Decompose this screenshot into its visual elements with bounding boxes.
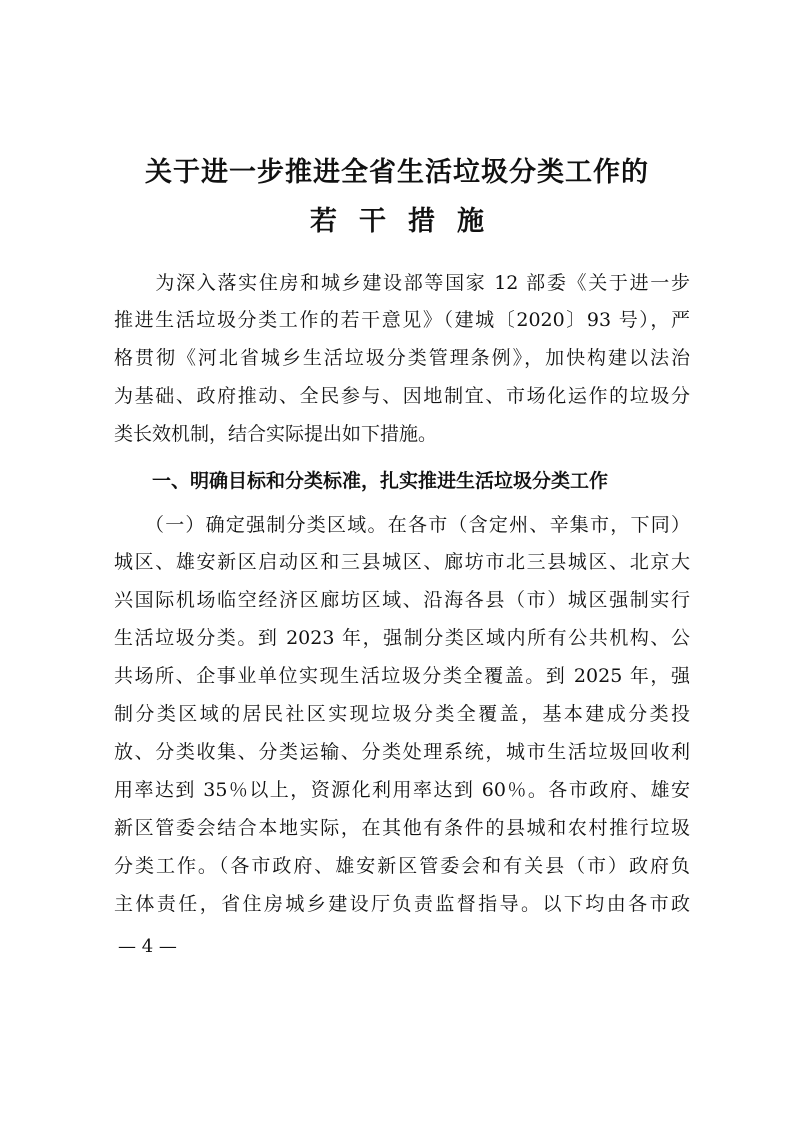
paragraph-line: 分类工作。（各市政府、雄安新区管委会和有关县（市）政府负 <box>114 855 690 877</box>
page-number: — 4 — <box>118 936 177 957</box>
document-title-line-1: 关于进一步推进全省生活垃圾分类工作的 <box>145 157 649 188</box>
paragraph-line: 用率达到 35％以上，资源化利用率达到 60％。各市政府、雄安 <box>114 779 690 801</box>
paragraph-line: 为深入落实住房和城乡建设部等国家 12 部委《关于进一步 <box>114 272 690 294</box>
paragraph-line: 生活垃圾分类。到 2023 年，强制分类区域内所有公共机构、公 <box>114 627 690 649</box>
paragraph-line: 城区、雄安新区启动区和三县城区、廊坊市北三县城区、北京大 <box>114 551 690 573</box>
paragraph-line: 放、分类收集、分类运输、分类处理系统，城市生活垃圾回收利 <box>114 741 690 763</box>
item-first-line <box>114 508 690 542</box>
section-heading: 一、明确目标和分类标准，扎实推进生活垃圾分类工作 <box>114 470 609 492</box>
item-text: 在各市（含定州、辛集市，下同） <box>387 514 690 536</box>
paragraph-line: 格贯彻《河北省城乡生活垃圾分类管理条例》，加快构建以法治 <box>114 347 690 369</box>
paragraph-line: 兴国际机场临空经济区廊坊区域、沿海各县（市）城区强制实行 <box>114 589 690 611</box>
paragraph-line: 共场所、企事业单位实现生活垃圾分类全覆盖。到 2025 年，强 <box>114 665 690 687</box>
paragraph-line: 制分类区域的居民社区实现垃圾分类全覆盖，基本建成分类投 <box>114 703 690 725</box>
item-label: （一） <box>114 514 206 536</box>
document-title-line-2: 若干措施 <box>310 206 506 237</box>
paragraph-line: 主体责任，省住房城乡建设厅负责监督指导。以下均由各市政 <box>114 893 690 915</box>
item-title: 确定强制分类区域。 <box>205 514 388 536</box>
paragraph-line: 为基础、政府推动、全民参与、因地制宜、市场化运作的垃圾分 <box>114 385 690 407</box>
paragraph-line: 推进生活垃圾分类工作的若干意见》（建城〔2020〕93 号），严 <box>114 309 690 331</box>
paragraph-line: 类长效机制，结合实际提出如下措施。 <box>114 423 438 445</box>
paragraph-line: 新区管委会结合本地实际，在其他有条件的县城和农村推行垃圾 <box>114 817 690 839</box>
